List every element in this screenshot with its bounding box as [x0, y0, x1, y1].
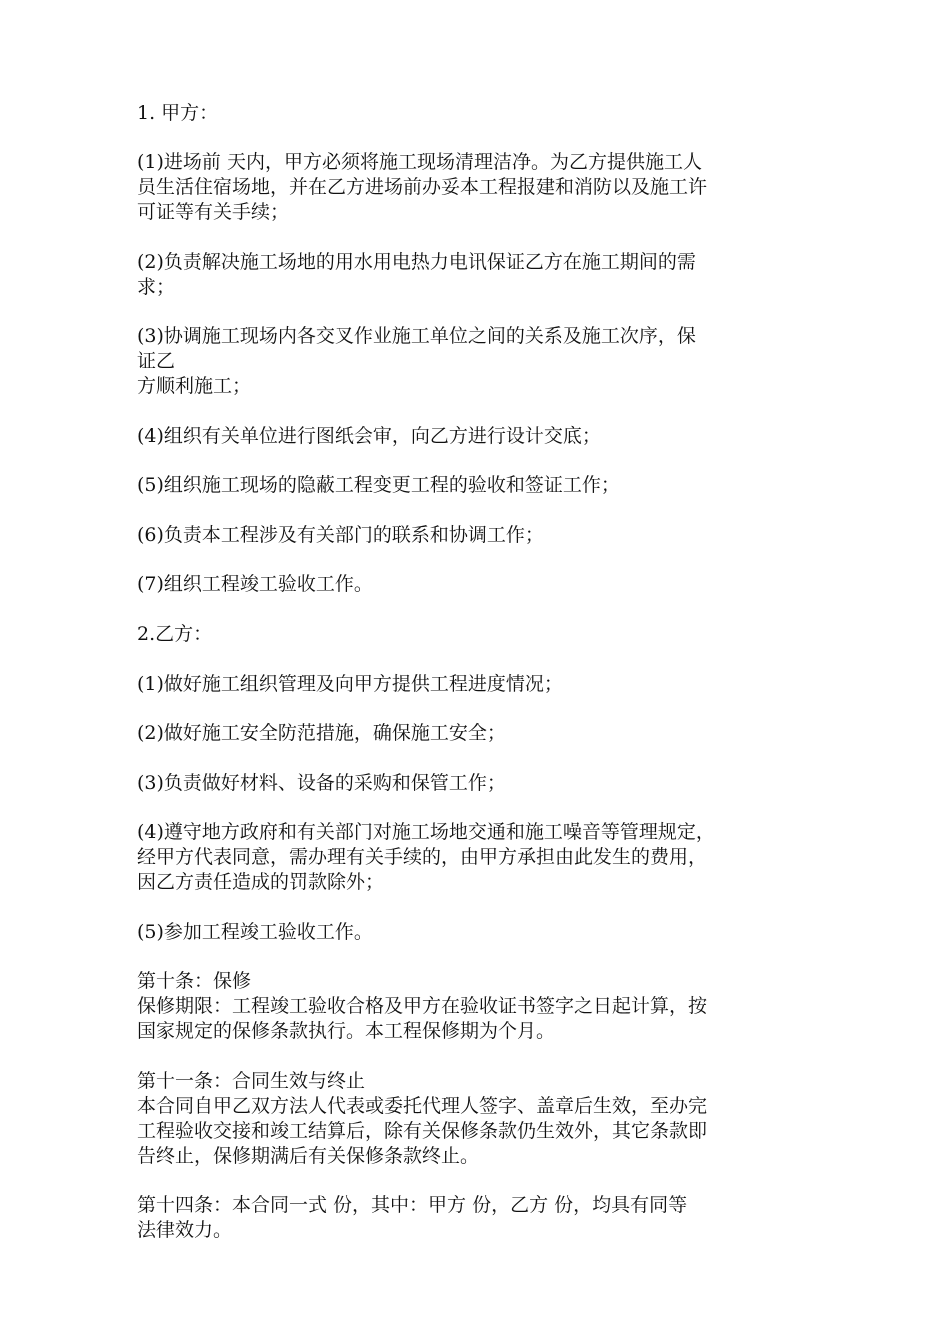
party-a-item-1-line-3: 可证等有关手续； — [137, 201, 290, 223]
party-b-item-5: (5)参加工程竣工验收工作。 — [137, 921, 373, 943]
party-a-item-3-line-2: 证乙 — [137, 350, 176, 372]
party-a-item-2-line-1: (2)负责解决施工场地的用水用电热力电讯保证乙方在施工期间的需 — [137, 251, 696, 273]
party-a-item-3-line-3: 方顺利施工； — [137, 375, 252, 397]
party-b-item-4-line-1: (4)遵守地方政府和有关部门对施工场地交通和施工噪音等管理规定， — [137, 821, 715, 843]
article-11-body-line-1: 本合同自甲乙双方法人代表或委托代理人签字、盖章后生效，至办完 — [137, 1095, 708, 1117]
party-a-item-5: (5)组织施工现场的隐蔽工程变更工程的验收和签证工作； — [137, 474, 620, 496]
article-11-heading: 第十一条：合同生效与终止 — [137, 1070, 366, 1092]
party-a-heading: 1. 甲方： — [137, 102, 219, 124]
article-10-body-line-1: 保修期限：工程竣工验收合格及甲方在验收证书签字之日起计算，按 — [137, 995, 708, 1017]
party-b-item-1: (1)做好施工组织管理及向甲方提供工程进度情况； — [137, 673, 563, 695]
party-a-item-7: (7)组织工程竣工验收工作。 — [137, 573, 373, 595]
party-a-item-4: (4)组织有关单位进行图纸会审，向乙方进行设计交底； — [137, 425, 601, 447]
party-b-item-2: (2)做好施工安全防范措施，确保施工安全； — [137, 722, 506, 744]
party-a-item-1-line-1: (1)进场前 天内，甲方必须将施工现场清理洁净。为乙方提供施工人 — [137, 151, 702, 173]
party-b-item-4-line-2: 经甲方代表同意，需办理有关手续的，由甲方承担由此发生的费用， — [137, 846, 708, 868]
party-b-heading: 2.乙方： — [137, 623, 213, 645]
party-a-item-1-line-2: 员生活住宿场地，并在乙方进场前办妥本工程报建和消防以及施工许 — [137, 176, 708, 198]
party-b-item-3: (3)负责做好材料、设备的采购和保管工作； — [137, 772, 506, 794]
party-a-item-2-line-2: 求； — [137, 276, 176, 298]
article-10-heading: 第十条：保修 — [137, 970, 252, 992]
party-a-item-6: (6)负责本工程涉及有关部门的联系和协调工作； — [137, 524, 544, 546]
party-b-item-4-line-3: 因乙方责任造成的罚款除外； — [137, 871, 385, 893]
article-10-body-line-2: 国家规定的保修条款执行。本工程保修期为个月。 — [137, 1020, 556, 1042]
article-14-line-2: 法律效力。 — [137, 1219, 233, 1241]
article-11-body-line-3: 告终止，保修期满后有关保修条款终止。 — [137, 1145, 480, 1167]
article-14-line-1: 第十四条：本合同一式 份，其中：甲方 份，乙方 份，均具有同等 — [137, 1194, 688, 1216]
article-11-body-line-2: 工程验收交接和竣工结算后，除有关保修条款仍生效外，其它条款即 — [137, 1120, 708, 1142]
party-a-item-3-line-1: (3)协调施工现场内各交叉作业施工单位之间的关系及施工次序，保 — [137, 325, 696, 347]
